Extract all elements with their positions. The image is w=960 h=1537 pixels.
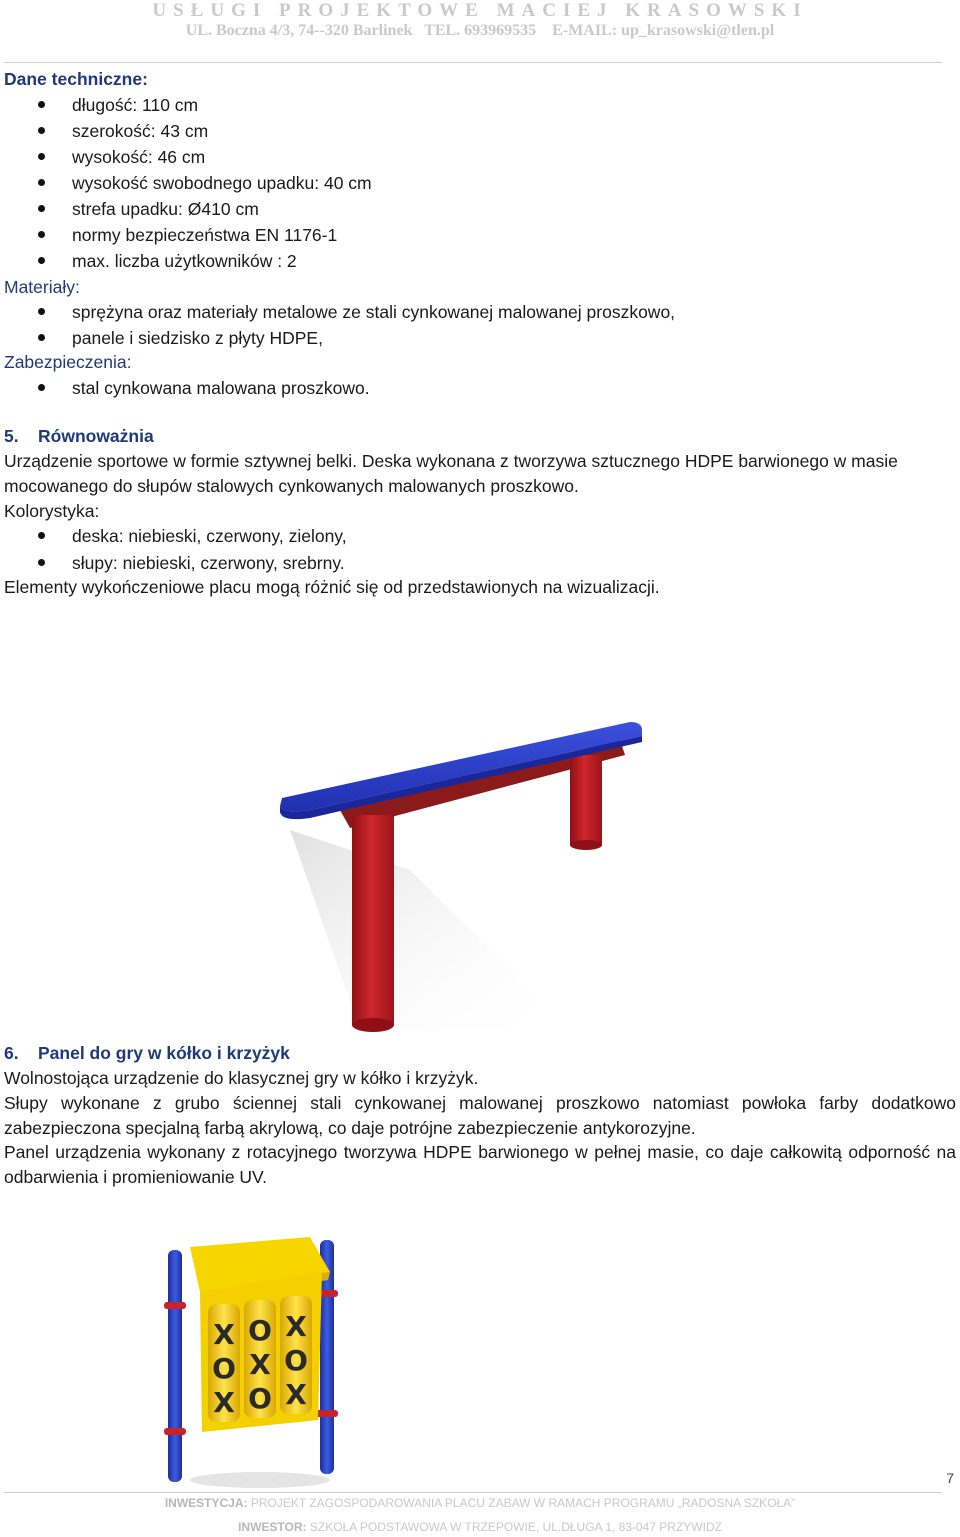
colors-heading: Kolorystyka: <box>4 501 100 521</box>
section5-desc-2: mocowanego do słupów stalowych cynkowanych malowanych proszkowo. <box>4 476 579 496</box>
ttt-cell: X <box>249 1348 271 1381</box>
section6-line3a: Panel urządzenia wykonany z rotacyjnego tworzywa HDPE barwionego w pełnej masie, co daje całkowitą odporność na <box>4 1142 956 1162</box>
bullet-icon <box>38 308 45 315</box>
materials-item: panele i siedzisko z płyty HDPE, <box>72 328 323 348</box>
tech-heading: Dane techniczne: <box>4 69 148 89</box>
materials-heading: Materiały: <box>4 277 80 297</box>
bullet-icon <box>38 384 45 391</box>
bullet-icon <box>38 205 45 212</box>
security-item: stal cynkowana malowana proszkowo. <box>72 378 370 398</box>
section5-desc-1: Urządzenie sportowe w formie sztywnej belki. Deska wykonana z tworzywa sztucznego HDPE barwionego w masie <box>4 451 898 471</box>
bullet-icon <box>38 153 45 160</box>
section5-title: Równoważnia <box>38 426 154 446</box>
tech-item: szerokość: 43 cm <box>72 121 209 141</box>
bullet-icon <box>38 101 45 108</box>
section5-note: Elementy wykończeniowe placu mogą różnić się od przedstawionych na wizualizacji. <box>4 577 660 597</box>
header-divider <box>4 62 942 63</box>
footer-divider <box>4 1492 942 1493</box>
footer-investment-label: INWESTYCJA: <box>164 1496 248 1510</box>
bullet-icon <box>38 334 45 341</box>
section6-line3b: odbarwienia i promieniowanie UV. <box>4 1167 267 1187</box>
footer-investor-text: SZKOŁA PODSTAWOWA W TRZEPOWIE, UL.DŁUGA 1, 83-047 PRZYWIDZ <box>309 1520 722 1534</box>
section5-heading <box>4 425 154 447</box>
tech-item: wysokość: 46 cm <box>72 147 206 167</box>
ttt-cell: O <box>248 1382 272 1415</box>
footer-investor <box>0 1520 960 1534</box>
ttt-cell: X <box>285 1310 307 1343</box>
section6-title: Panel do gry w kółko i krzyżyk <box>38 1043 290 1063</box>
tictactoe-panel-image <box>160 1232 350 1492</box>
bullet-icon <box>38 257 45 264</box>
ttt-cell: O <box>248 1314 272 1347</box>
bullet-icon <box>38 127 45 134</box>
section6-line1: Wolnostojąca urządzenie do klasycznej gry w kółko i krzyżyk. <box>4 1068 479 1088</box>
tech-item: strefa upadku: Ø410 cm <box>72 199 259 219</box>
bullet-icon <box>38 532 45 539</box>
footer-investor-label: INWESTOR: <box>238 1520 307 1534</box>
ttt-cell: O <box>212 1352 236 1385</box>
ttt-cell: X <box>285 1378 307 1411</box>
footer-investment-text: PROJEKT ZAGOSPODAROWANIA PLACU ZABAW W RAMACH PROGRAMU „RADOSNA SZKOŁA” <box>250 1496 796 1510</box>
colors-item: deska: niebieski, czerwony, zielony, <box>72 526 347 546</box>
bullet-icon <box>38 179 45 186</box>
tech-item: normy bezpieczeństwa EN 1176-1 <box>72 225 338 245</box>
security-heading: Zabezpieczenia: <box>4 352 132 372</box>
colors-item: słupy: niebieski, czerwony, srebrny. <box>72 553 345 573</box>
tech-item: długość: 110 cm <box>72 95 199 115</box>
section6-line2a: Słupy wykonane z grubo ściennej stali cynkowanej malowanej proszkowo natomiast powłoka farby dodatkowo <box>4 1093 956 1113</box>
ttt-cell: X <box>213 1386 235 1419</box>
section6-number: 6. <box>4 1043 19 1063</box>
balance-beam-image <box>270 710 660 1040</box>
ttt-cell: X <box>213 1318 235 1351</box>
header-company: USŁUGI PROJEKTOWE MACIEJ KRASOWSKI <box>152 0 808 21</box>
materials-item: sprężyna oraz materiały metalowe ze stali cynkowanej malowanej proszkowo, <box>72 302 676 322</box>
header-contact: UL. Boczna 4/3, 74--320 Barlinek TEL. 693969535 E-MAIL: up_krasowski@tlen.pl <box>185 22 775 39</box>
tech-item: wysokość swobodnego upadku: 40 cm <box>72 173 372 193</box>
footer-investment <box>0 1496 960 1510</box>
page-number: 7 <box>946 1470 954 1486</box>
section6-line2b: zabezpieczona specjalną farbą akrylową, co daje potrójne zabezpieczenie antykorozyjne. <box>4 1118 696 1138</box>
section5-number: 5. <box>4 426 19 446</box>
section6-heading <box>4 1042 290 1064</box>
tech-item: max. liczba użytkowników : 2 <box>72 251 297 271</box>
ttt-cell: O <box>284 1344 308 1377</box>
bullet-icon <box>38 231 45 238</box>
bullet-icon <box>38 559 45 566</box>
